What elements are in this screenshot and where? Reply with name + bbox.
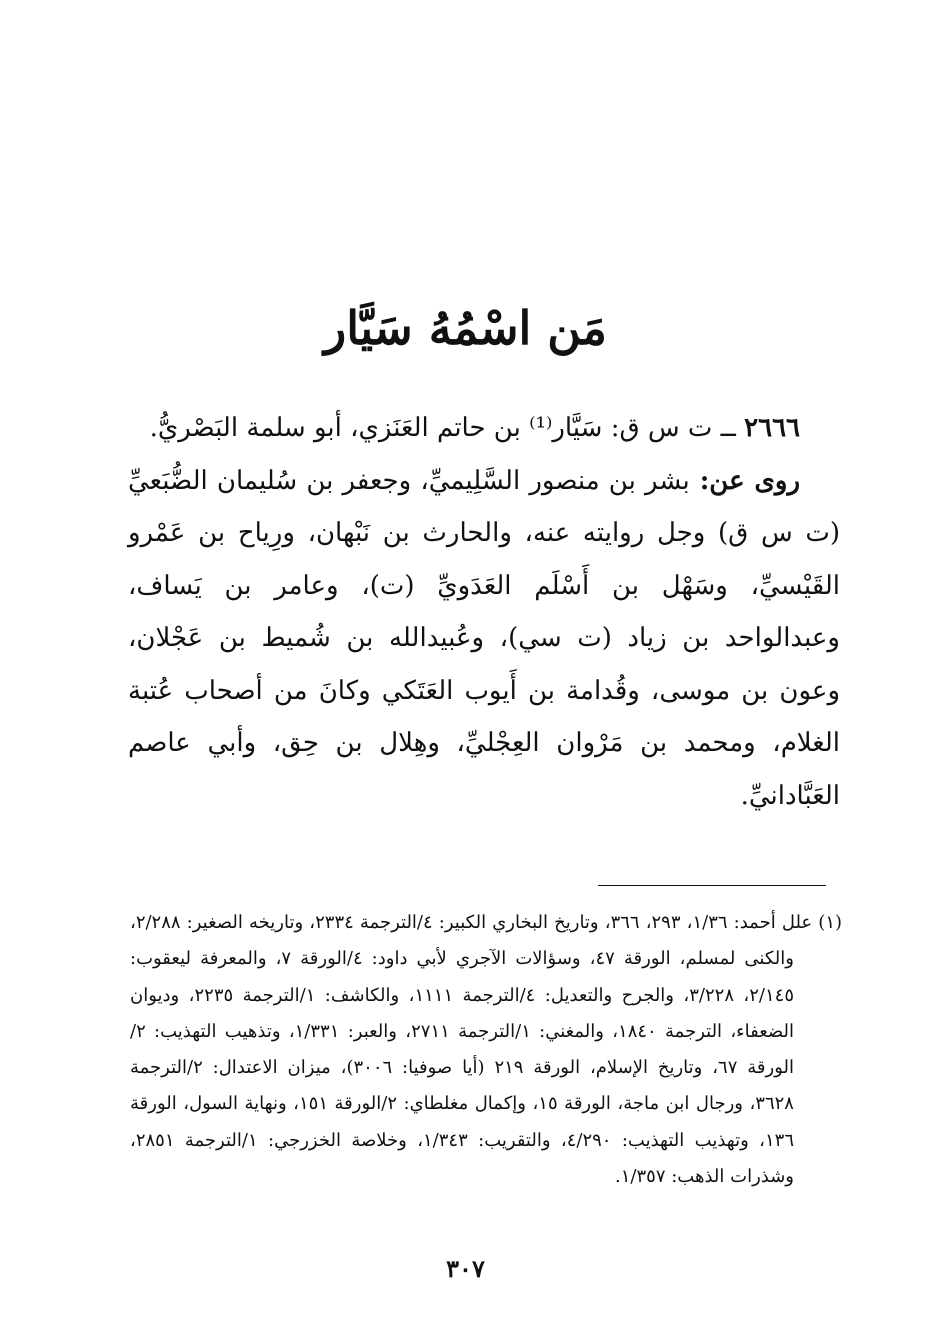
- entry-header: [128, 402, 840, 455]
- narrated-from-paragraph: [128, 455, 840, 823]
- narrated-from-text: بشر بن منصور السَّلِيميِّ، وجعفر بن سُليمان الضُّبَعيِّ (ت س ق) وجل روايته عنه، والحارث بن نَبْهان، ورِياح بن عَمْرو القَيْسيِّ، وسَهْل بن أَسْلَم العَدَويِّ (ت)، وعامر بن يَساف، وعبدالواحد بن زياد (ت سي)، وعُبيدالله بن شُميط بن عَجْلان، وعون بن موسى، وقُدامة بن أَيوب العَتَكي وكانَ من أصحاب عُتبة الغلام، ومحمد بن مَرْوان العِجْليِّ، وهِلال بن حِق، وأبي عاصم العَبَّادانيِّ.: [128, 465, 840, 811]
- footnote: [130, 905, 842, 1195]
- biography-entry: [128, 402, 840, 822]
- footnote-text: (١) علل أحمد: ١/٣٦، ٢٩٣، ٣٦٦، وتاريخ البخاري الكبير: ٤/الترجمة ٢٣٣٤، وتاريخه الصغير: ٢/٢٨٨، والكنى لمسلم، الورقة ٤٧، وسؤالات الآجري لأبي داود: ٤/الورقة ٧، والمعرفة ليعقوب: ٢/١٤٥، ٣/٢٢٨، والجرح والتعديل: ٤/الترجمة ١١١١، والكاشف: ١/الترجمة ٢٢٣٥، وديوان الضعفاء، الترجمة ١٨٤٠، والمغني: ١/الترجمة ٢٧١١، والعبر: ١/٣٣١، وتذهيب التهذيب: ٢/الورقة ٦٧، وتاريخ الإسلام، الورقة ٢١٩ (أيا صوفيا: ٣٠٠٦)، ميزان الاعتدال: ٢/الترجمة ٣٦٢٨، ورجال ابن ماجة، الورقة ١٥، وإكمال مغلطاي: ٢/الورقة ١٥١، ونهاية السول، الورقة ١٣٦، وتهذيب التهذيب: ٤/٢٩٠، والتقريب: ١/٣٤٣، وخلاصة الخزرجي: ١/الترجمة ٢٨٥١، وشذرات الذهب: ١/٣٥٧.: [130, 912, 843, 1188]
- entry-number: ٢٦٦٦: [744, 413, 800, 443]
- footnote-divider: [598, 885, 826, 886]
- entry-header-text: ــ ت س ق: سَيَّار⁽¹⁾ بن حاتم العَنَزي، أبو سلمة البَصْريُّ.: [149, 413, 745, 443]
- page-number: ٣٠٧: [446, 1254, 485, 1283]
- section-title: مَن اسْمُهُ سَيَّار: [324, 301, 607, 355]
- narrated-from-label: روى عن:: [689, 465, 800, 496]
